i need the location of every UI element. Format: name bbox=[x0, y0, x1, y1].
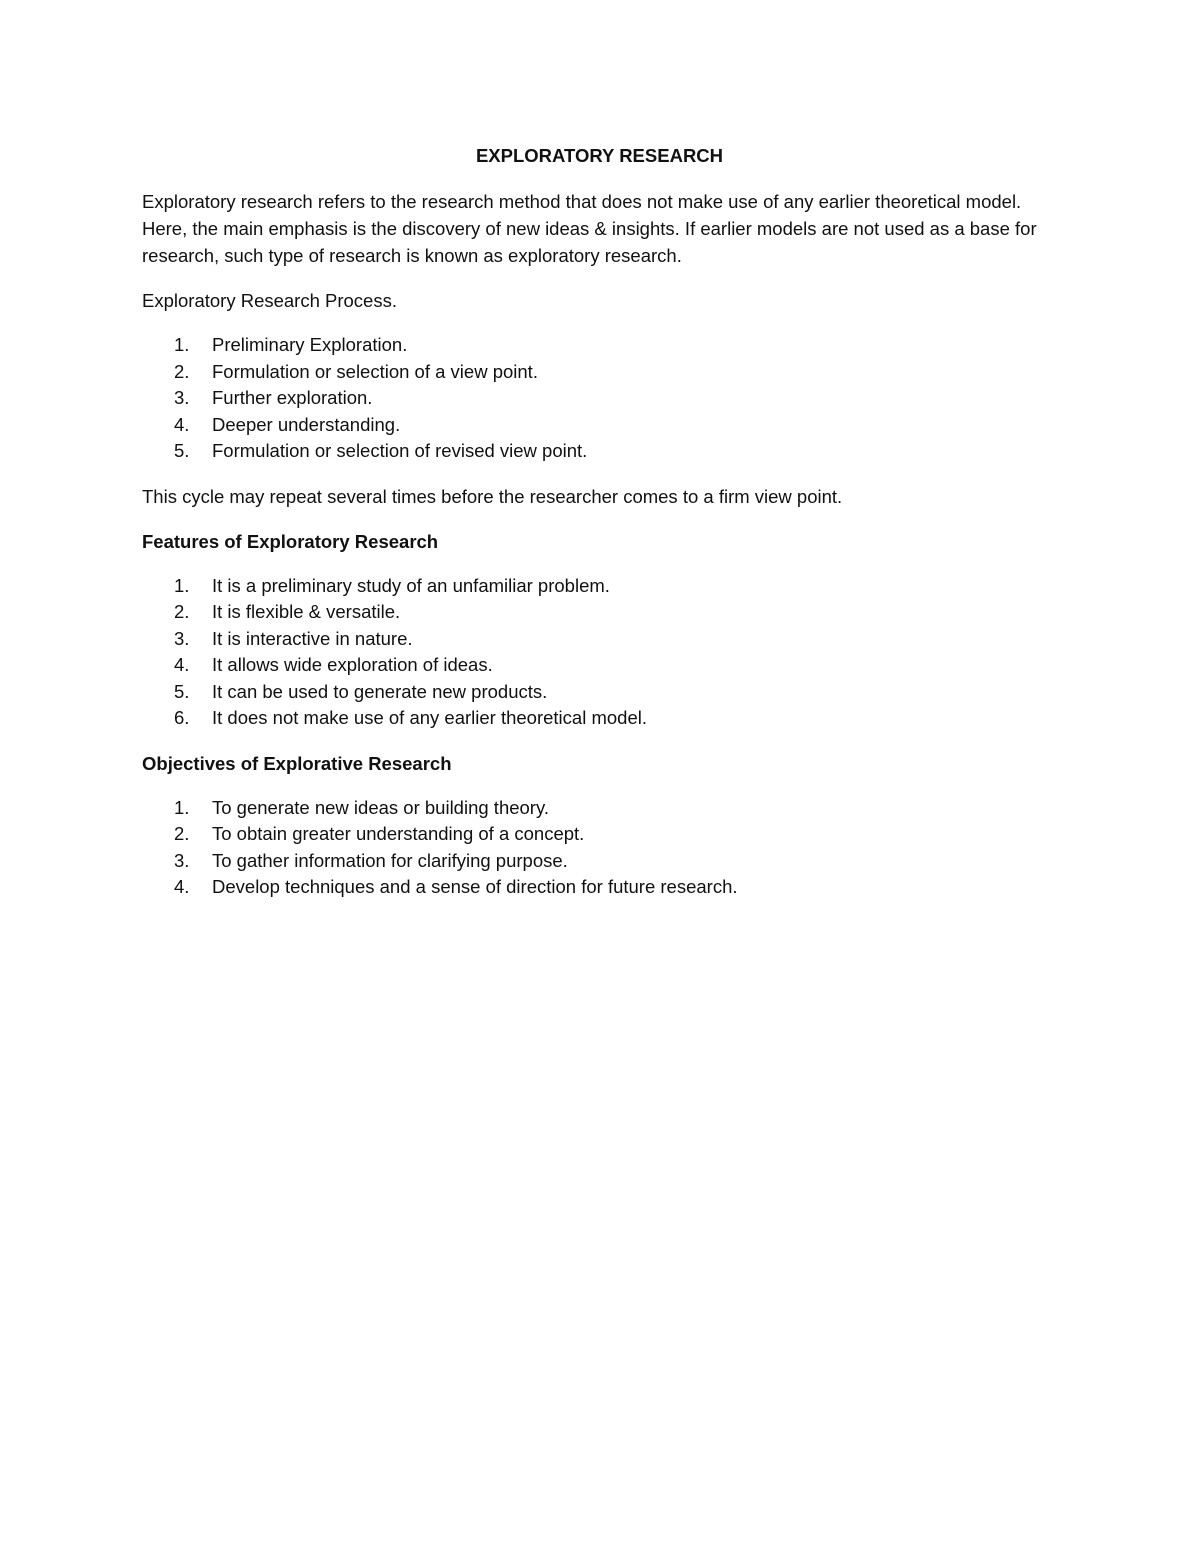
list-item-text: Preliminary Exploration. bbox=[212, 334, 408, 355]
cycle-note: This cycle may repeat several times before the researcher comes to a firm view point. bbox=[142, 485, 843, 507]
list-number: 1. bbox=[174, 796, 190, 818]
list-number: 2. bbox=[174, 823, 190, 844]
list-item bbox=[142, 626, 1057, 653]
list-number: 4. bbox=[174, 413, 190, 435]
page-title: EXPLORATORY RESEARCH bbox=[475, 145, 724, 166]
list-item bbox=[142, 679, 1057, 706]
process-label: Exploratory Research Process. bbox=[142, 290, 397, 311]
list-number: 4. bbox=[174, 654, 190, 675]
list-number: 1. bbox=[174, 574, 190, 596]
list-number: 3. bbox=[174, 387, 190, 408]
features-list bbox=[142, 573, 1057, 732]
process-list bbox=[142, 332, 1057, 465]
list-item bbox=[142, 652, 1057, 679]
list-item bbox=[142, 795, 1057, 822]
list-item-text: Formulation or selection of revised view point. bbox=[212, 440, 588, 461]
list-item-text: It is flexible & versatile. bbox=[212, 601, 401, 622]
document-content bbox=[142, 142, 1057, 919]
list-item bbox=[142, 599, 1057, 626]
list-item-text: Further exploration. bbox=[212, 387, 373, 408]
list-item bbox=[142, 573, 1057, 600]
list-item bbox=[142, 332, 1057, 359]
list-item bbox=[142, 848, 1057, 875]
list-item bbox=[142, 359, 1057, 386]
list-item-text: To obtain greater understanding of a concept. bbox=[212, 823, 585, 844]
list-item-text: It can be used to generate new products. bbox=[212, 680, 548, 702]
list-number: 6. bbox=[174, 707, 190, 728]
list-item bbox=[142, 385, 1057, 412]
objectives-list bbox=[142, 795, 1057, 901]
intro-paragraph: Exploratory research refers to the research method that does not make use of any earlier theoretical model. Here, the main emphasis is the discovery of new ideas & insights. If earlier models are not used as a base for research, such type of research is known as exploratory research. bbox=[142, 191, 1037, 266]
list-number: 2. bbox=[174, 360, 190, 382]
list-number: 5. bbox=[174, 440, 190, 461]
list-item bbox=[142, 438, 1057, 465]
list-number: 2. bbox=[174, 601, 190, 622]
list-item-text: It allows wide exploration of ideas. bbox=[212, 654, 493, 675]
list-item-text: Formulation or selection of a view point. bbox=[212, 360, 538, 382]
list-number: 3. bbox=[174, 627, 190, 649]
list-item-text: To gather information for clarifying purpose. bbox=[212, 849, 568, 871]
list-item bbox=[142, 412, 1057, 439]
list-item-text: Develop techniques and a sense of direction for future research. bbox=[212, 876, 738, 897]
list-number: 4. bbox=[174, 876, 190, 897]
list-item bbox=[142, 821, 1057, 848]
list-item-text: To generate new ideas or building theory. bbox=[212, 796, 549, 818]
list-item-text: Deeper understanding. bbox=[212, 413, 401, 435]
objectives-heading: Objectives of Explorative Research bbox=[142, 752, 452, 774]
list-item-text: It does not make use of any earlier theoretical model. bbox=[212, 707, 647, 728]
list-number: 1. bbox=[174, 334, 190, 355]
list-item-text: It is a preliminary study of an unfamiliar problem. bbox=[212, 574, 610, 596]
list-number: 5. bbox=[174, 680, 190, 702]
list-item-text: It is interactive in nature. bbox=[212, 627, 413, 649]
list-item bbox=[142, 705, 1057, 732]
features-heading: Features of Exploratory Research bbox=[142, 530, 439, 552]
list-item bbox=[142, 874, 1057, 901]
list-number: 3. bbox=[174, 849, 190, 871]
